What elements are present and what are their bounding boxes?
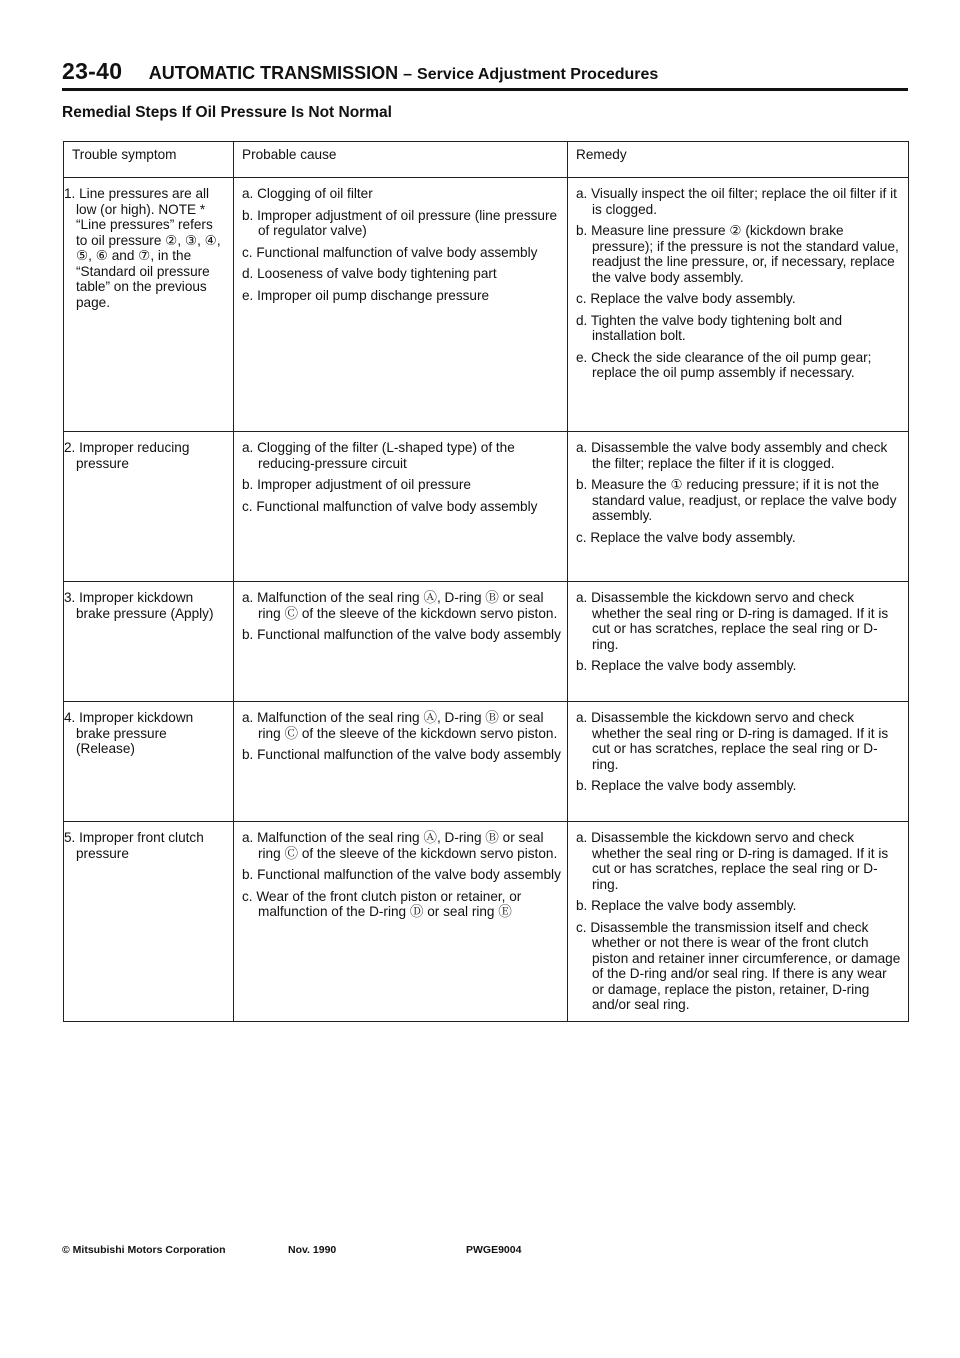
symptom-cell bbox=[64, 822, 234, 1022]
table-row bbox=[64, 582, 909, 702]
cause-cell bbox=[234, 582, 568, 702]
title-main: AUTOMATIC TRANSMISSION bbox=[148, 63, 399, 83]
cause-item: c. Wear of the front clutch piston or retainer, or malfunction of the D-ring Ⓓ or seal ring Ⓔ bbox=[242, 888, 522, 919]
symptom-text: 3. Improper kickdown brake pressure (Apply) bbox=[64, 590, 214, 621]
cause-item: a. Clogging of the filter (L-shaped type) of the reducing-pressure circuit bbox=[242, 440, 515, 471]
cause-item: b. Improper adjustment of oil pressure bbox=[242, 477, 471, 492]
remedy-item: b. Replace the valve body assembly. bbox=[576, 778, 797, 793]
remedy-cell bbox=[568, 582, 909, 702]
header-rule bbox=[62, 88, 908, 91]
page-number: 23-40 bbox=[62, 58, 123, 84]
cause-item: c. Functional malfunction of valve body assembly bbox=[242, 498, 538, 514]
remedy-cell bbox=[568, 178, 909, 432]
remedy-item: b. Measure line pressure ② (kickdown brake pressure); if the pressure is not the standard value, readjust the line pressure, or, if necessary, replace the valve body assembly. bbox=[576, 223, 899, 285]
remedy-item: b. Replace the valve body assembly. bbox=[576, 658, 797, 673]
remedy-item: c. Disassemble the transmission itself and check whether or not there is wear of the front clutch piston and retainer inner circumference, or damage of the D-ring and/or seal ring. If there is any wear or damage, replace the piston, retainer, D-ring and/or seal ring. bbox=[576, 919, 901, 1012]
cause-item: b. Functional malfunction of the valve body assembly bbox=[242, 867, 561, 882]
table-header-row bbox=[64, 142, 909, 178]
cause-item: a. Malfunction of the seal ring Ⓐ, D-ring Ⓑ or seal ring Ⓒ of the sleeve of the kickdown servo piston. bbox=[242, 590, 558, 621]
page-title bbox=[149, 63, 659, 84]
symptom-cell bbox=[64, 582, 234, 702]
table-row bbox=[64, 432, 909, 582]
remedy-item: d. Tighten the valve body tightening bolt and installation bolt. bbox=[576, 312, 843, 343]
cause-item: b. Improper adjustment of oil pressure (line pressure of regulator valve) bbox=[242, 207, 558, 238]
cause-item: a. Clogging of oil filter bbox=[242, 186, 373, 201]
cause-item: c. Functional malfunction of valve body assembly bbox=[242, 244, 538, 260]
remedy-item: a. Disassemble the kickdown servo and check whether the seal ring or D-ring is damaged. If it is cut or has scratches, replace the seal ring or D-ring. bbox=[576, 590, 889, 652]
symptom-cell bbox=[64, 178, 234, 432]
cause-item: b. Functional malfunction of the valve body assembly bbox=[242, 747, 561, 762]
cause-cell bbox=[234, 702, 568, 822]
symptom-cell bbox=[64, 702, 234, 822]
cause-item: a. Malfunction of the seal ring Ⓐ, D-ring Ⓑ or seal ring Ⓒ of the sleeve of the kickdown servo piston. bbox=[242, 830, 558, 861]
cause-cell bbox=[234, 178, 568, 432]
title-subtitle: Service Adjustment Procedures bbox=[417, 66, 659, 83]
symptom-text: 4. Improper kickdown brake pressure (Release) bbox=[64, 710, 194, 756]
remedy-item: a. Visually inspect the oil filter; replace the oil filter if it is clogged. bbox=[576, 186, 897, 217]
remedy-item: e. Check the side clearance of the oil pump gear; replace the oil pump assembly if necessary. bbox=[576, 349, 872, 380]
remedy-item: a. Disassemble the kickdown servo and check whether the seal ring or D-ring is damaged. If it is cut or has scratches, replace the seal ring or D-ring. bbox=[576, 830, 889, 892]
table-row bbox=[64, 822, 909, 1022]
table-row bbox=[64, 702, 909, 822]
table-row bbox=[64, 178, 909, 432]
remedy-item: b. Measure the ① reducing pressure; if it is not the standard value, readjust, or replace the valve body assembly. bbox=[576, 477, 897, 523]
remedy-item: c. Replace the valve body assembly. bbox=[576, 529, 796, 545]
footer-copyright: © Mitsubishi Motors Corporation bbox=[62, 1244, 226, 1256]
footer-code: PWGE9004 bbox=[466, 1244, 522, 1256]
page-header bbox=[62, 58, 908, 85]
cause-cell bbox=[234, 822, 568, 1022]
trouble-table bbox=[63, 141, 909, 1022]
cause-item: d. Looseness of valve body tightening part bbox=[242, 266, 497, 281]
header-probable-cause: Probable cause bbox=[234, 142, 568, 178]
footer-date: Nov. 1990 bbox=[288, 1244, 337, 1256]
title-dash: – bbox=[403, 66, 413, 83]
symptom-text: 2. Improper reducing pressure bbox=[64, 440, 190, 471]
section-title: Remedial Steps If Oil Pressure Is Not Normal bbox=[62, 104, 392, 121]
cause-cell bbox=[234, 432, 568, 582]
cause-item: b. Functional malfunction of the valve body assembly bbox=[242, 627, 561, 642]
remedy-cell bbox=[568, 822, 909, 1022]
remedy-item: a. Disassemble the kickdown servo and check whether the seal ring or D-ring is damaged. If it is cut or has scratches, replace the seal ring or D-ring. bbox=[576, 710, 889, 772]
remedy-cell bbox=[568, 702, 909, 822]
symptom-cell bbox=[64, 432, 234, 582]
remedy-item: c. Replace the valve body assembly. bbox=[576, 291, 796, 306]
remedy-item: a. Disassemble the valve body assembly and check the filter; replace the filter if it is clogged. bbox=[576, 440, 888, 471]
remedy-item: b. Replace the valve body assembly. bbox=[576, 898, 797, 913]
remedy-cell bbox=[568, 432, 909, 582]
symptom-text: 5. Improper front clutch pressure bbox=[64, 830, 204, 861]
header-trouble-symptom: Trouble symptom bbox=[64, 142, 234, 178]
symptom-text: 1. Line pressures are all low (or high). NOTE * “Line pressures” refers to oil pressure ②, ③, ④, ⑤, ⑥ and ⑦, in the “Standard oil pressure table” on the previous page. bbox=[64, 186, 221, 310]
header-remedy: Remedy bbox=[568, 142, 909, 178]
cause-item: e. Improper oil pump dischange pressure bbox=[242, 287, 490, 303]
cause-item: a. Malfunction of the seal ring Ⓐ, D-ring Ⓑ or seal ring Ⓒ of the sleeve of the kickdown servo piston. bbox=[242, 710, 558, 741]
